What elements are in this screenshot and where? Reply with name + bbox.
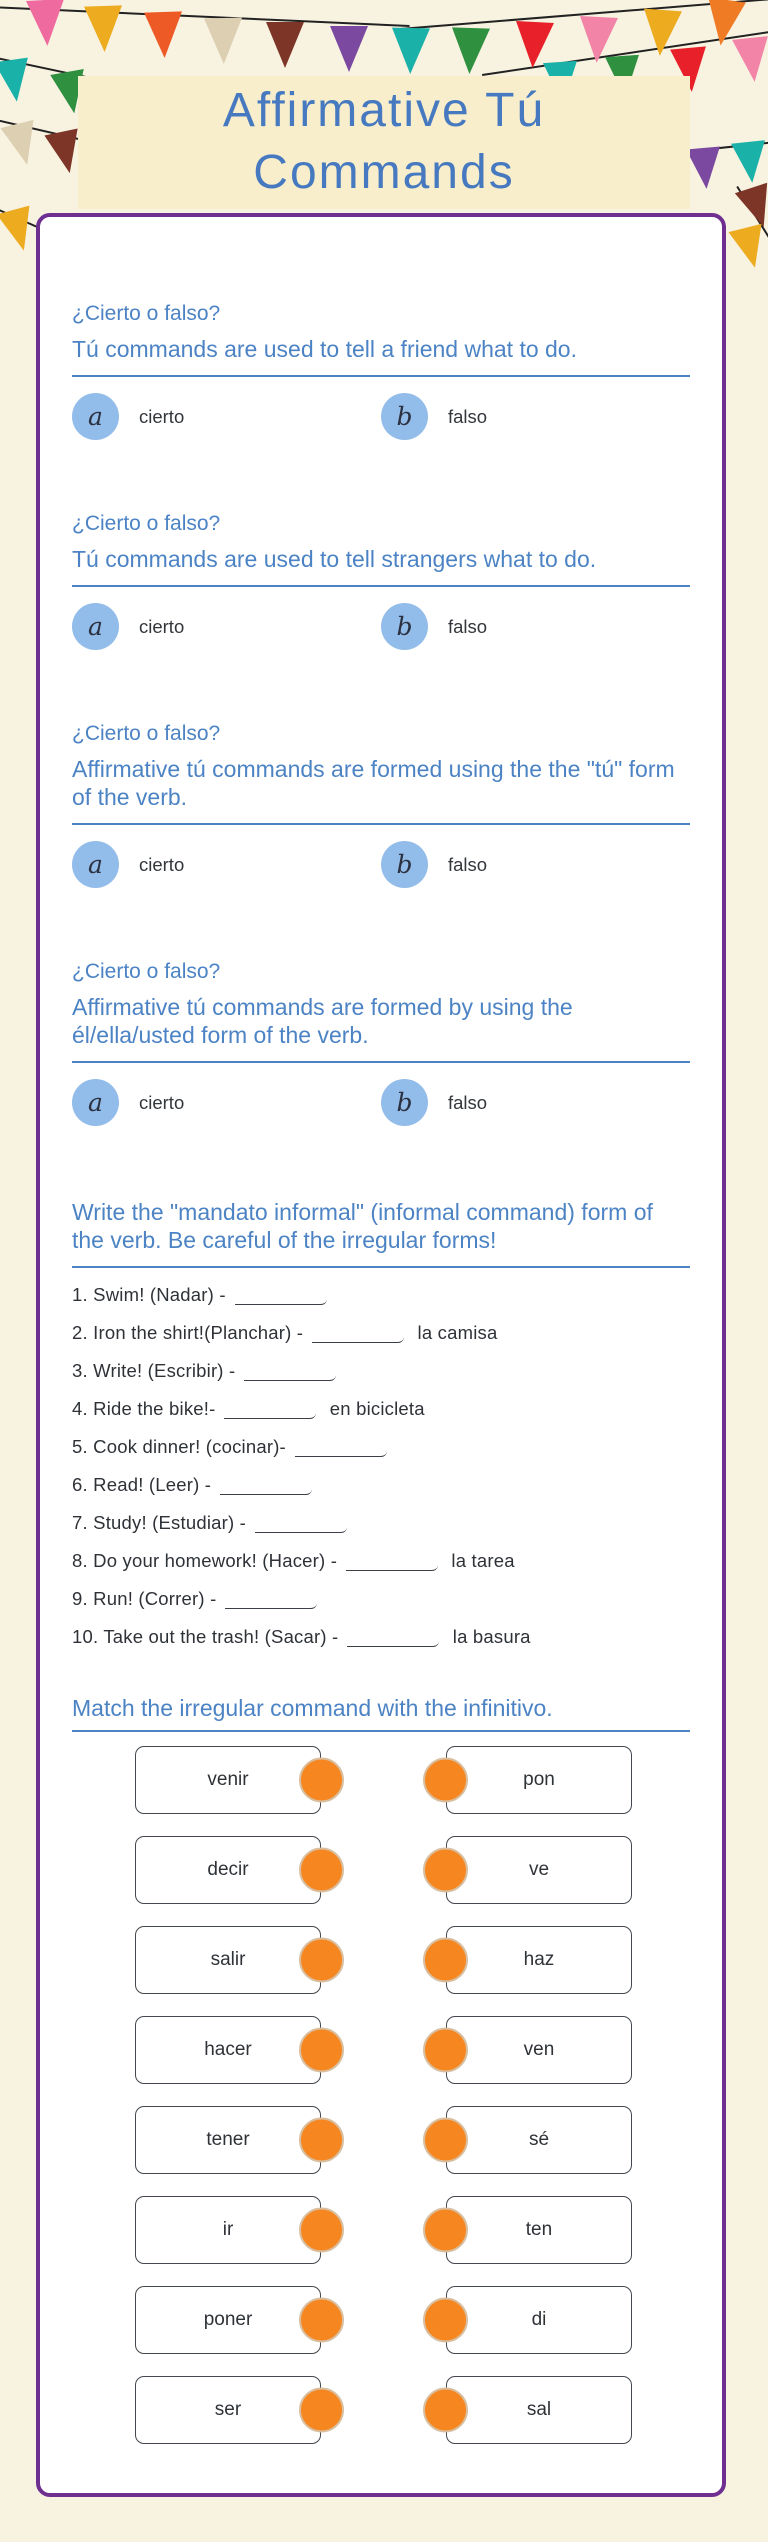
answer-option[interactable] (381, 1079, 690, 1126)
question-divider (72, 1061, 690, 1063)
match-connector-dot[interactable] (423, 2298, 468, 2343)
option-label: cierto (139, 853, 185, 875)
option-letter-badge[interactable] (381, 1079, 428, 1126)
match-connector-dot[interactable] (423, 1848, 468, 1893)
fill-in-suffix: la tarea (446, 1550, 515, 1571)
bunting-flag (204, 18, 243, 65)
match-command-box[interactable] (135, 2106, 321, 2174)
matching-section (72, 1696, 690, 2444)
question-text: Tú commands are used to tell strangers what to do. (72, 546, 597, 572)
bunting-flag (1, 120, 44, 169)
bunting-flag (686, 147, 723, 191)
match-connector-dot[interactable] (299, 2118, 344, 2163)
question-text: Affirmative tú commands are formed by using the él/ella/usted form of the verb. (72, 994, 573, 1048)
worksheet-card (36, 213, 726, 2497)
fill-in-prompt: 8. Do your homework! (Hacer) - (72, 1550, 338, 1571)
match-right-label: sé (528, 2129, 550, 2150)
match-command-box[interactable] (135, 1926, 321, 1994)
match-connector-dot[interactable] (423, 1758, 468, 1803)
match-connector-dot[interactable] (423, 2028, 468, 2073)
question-divider (72, 823, 690, 825)
match-command-box[interactable] (135, 2016, 321, 2084)
bunting-flag (26, 0, 66, 47)
fill-in-item (72, 1360, 690, 1382)
answer-option[interactable] (72, 393, 381, 440)
match-left-label: salir (210, 1949, 246, 1970)
fill-in-prompt: 6. Read! (Leer) - (72, 1474, 212, 1495)
answer-blank[interactable] (312, 1328, 404, 1343)
option-letter: a (88, 402, 103, 431)
question-divider (72, 585, 690, 587)
option-letter: b (396, 612, 413, 641)
match-left-label: ir (222, 2219, 234, 2240)
answer-option[interactable] (72, 1079, 381, 1126)
answer-blank[interactable] (346, 1556, 438, 1571)
match-row (72, 2196, 690, 2264)
option-letter: a (88, 1088, 103, 1117)
option-label: cierto (139, 615, 185, 637)
match-right-label: ten (525, 2219, 553, 2240)
bunting-flag (732, 36, 768, 84)
multiple-choice-section (72, 302, 690, 1126)
match-answer-box[interactable] (446, 1926, 632, 1994)
fill-in-items (72, 1284, 690, 1648)
match-connector-dot[interactable] (299, 1848, 344, 1893)
title-panel (78, 76, 690, 209)
match-left-label: tener (206, 2129, 250, 2150)
option-letter-badge[interactable] (72, 603, 119, 650)
option-label: falso (448, 615, 488, 637)
match-right-label: pon (523, 1769, 555, 1790)
multiple-choice-question (72, 722, 690, 888)
fill-in-section (72, 1198, 690, 1648)
match-row (72, 1746, 690, 1814)
match-left-label: venir (207, 1769, 249, 1790)
fill-in-prompt: 7. Study! (Estudiar) - (72, 1512, 247, 1533)
answer-blank[interactable] (295, 1442, 387, 1457)
match-answer-box[interactable] (446, 2106, 632, 2174)
section-divider (72, 1730, 690, 1732)
fill-in-prompt: 1. Swim! (Nadar) - (72, 1284, 226, 1305)
answer-blank[interactable] (347, 1632, 439, 1647)
match-answer-box[interactable] (446, 1746, 632, 1814)
option-letter-badge[interactable] (381, 603, 428, 650)
bunting-flag (266, 22, 304, 68)
answer-blank[interactable] (225, 1594, 317, 1609)
worksheet-title-line-1: Affirmative Tú (222, 84, 546, 137)
match-connector-dot[interactable] (423, 2208, 468, 2253)
answer-blank[interactable] (235, 1290, 327, 1305)
match-connector-dot[interactable] (299, 1938, 344, 1983)
option-label: falso (448, 405, 488, 427)
option-letter: b (396, 1088, 413, 1117)
answer-option[interactable] (381, 393, 690, 440)
option-label: falso (448, 1091, 488, 1113)
option-letter-badge[interactable] (72, 841, 119, 888)
option-letter-badge[interactable] (72, 393, 119, 440)
fill-in-prompt: 10. Take out the trash! (Sacar) - (72, 1626, 339, 1647)
match-connector-dot[interactable] (299, 2208, 344, 2253)
bunting-flag (330, 26, 368, 72)
worksheet-title-line-2: Commands (253, 146, 515, 199)
answer-option[interactable] (381, 603, 690, 650)
match-row (72, 2016, 690, 2084)
fill-in-item (72, 1474, 690, 1496)
match-connector-dot[interactable] (299, 1758, 344, 1803)
matching-rows (72, 1746, 690, 2444)
fill-in-item (72, 1322, 690, 1344)
bunting-flag (0, 58, 34, 104)
answer-options (72, 1079, 690, 1126)
answer-blank[interactable] (255, 1518, 347, 1533)
match-row (72, 1836, 690, 1904)
fill-in-item (72, 1550, 690, 1572)
option-label: cierto (139, 405, 185, 427)
bunting-flag (144, 11, 184, 58)
match-answer-box[interactable] (446, 2016, 632, 2084)
question-prompt: ¿Cierto o falso? (72, 960, 221, 983)
match-row (72, 1926, 690, 1994)
answer-options (72, 393, 690, 440)
matching-heading: Match the irregular command with the infinitivo. (72, 1695, 553, 1721)
fill-in-suffix: la basura (447, 1626, 531, 1647)
match-right-label: ven (523, 2039, 555, 2060)
question-prompt: ¿Cierto o falso? (72, 512, 221, 535)
match-connector-dot[interactable] (423, 2388, 468, 2433)
answer-blank[interactable] (224, 1404, 316, 1419)
match-connector-dot[interactable] (299, 2028, 344, 2073)
bunting-flag (0, 206, 40, 255)
question-divider (72, 375, 690, 377)
answer-options (72, 841, 690, 888)
fill-in-prompt: 4. Ride the bike!- (72, 1398, 216, 1419)
fill-in-item (72, 1284, 690, 1306)
match-right-label: haz (523, 1949, 555, 1970)
fill-in-item (72, 1436, 690, 1458)
match-command-box[interactable] (135, 1746, 321, 1814)
match-command-box[interactable] (135, 1836, 321, 1904)
question-prompt: ¿Cierto o falso? (72, 722, 221, 745)
match-row (72, 2286, 690, 2354)
bunting-flag (514, 21, 554, 69)
match-connector-dot[interactable] (423, 1938, 468, 1983)
answer-option[interactable] (72, 603, 381, 650)
question-text: Affirmative tú commands are formed using the the "tú" form of the verb. (72, 756, 675, 810)
question-text: Tú commands are used to tell a friend what to do. (72, 336, 577, 362)
multiple-choice-question (72, 512, 690, 650)
multiple-choice-question (72, 302, 690, 440)
match-command-box[interactable] (135, 2286, 321, 2354)
match-connector-dot[interactable] (423, 2118, 468, 2163)
match-right-label: ve (528, 1859, 550, 1880)
match-answer-box[interactable] (446, 1836, 632, 1904)
section-divider (72, 1266, 690, 1268)
answer-blank[interactable] (220, 1480, 312, 1495)
fill-in-suffix: la camisa (412, 1322, 498, 1343)
match-left-label: hacer (204, 2039, 252, 2060)
match-command-box[interactable] (135, 2196, 321, 2264)
match-left-label: ser (214, 2399, 242, 2420)
bunting-flag (731, 140, 768, 184)
answer-options (72, 603, 690, 650)
option-letter: a (88, 850, 103, 879)
answer-option[interactable] (72, 841, 381, 888)
match-answer-box[interactable] (446, 2196, 632, 2264)
match-left-label: poner (203, 2309, 253, 2330)
answer-blank[interactable] (244, 1366, 336, 1381)
fill-in-prompt: 5. Cook dinner! (cocinar)- (72, 1436, 286, 1457)
bunting-flag (391, 28, 430, 75)
match-answer-box[interactable] (446, 2286, 632, 2354)
option-letter-badge[interactable] (72, 1079, 119, 1126)
fill-in-item (72, 1512, 690, 1534)
option-label: falso (448, 853, 488, 875)
option-letter: b (396, 402, 413, 431)
match-answer-box[interactable] (446, 2376, 632, 2444)
match-connector-dot[interactable] (299, 2388, 344, 2433)
fill-in-item (72, 1398, 690, 1420)
multiple-choice-question (72, 960, 690, 1126)
fill-in-prompt: 2. Iron the shirt!(Planchar) - (72, 1322, 304, 1343)
match-command-box[interactable] (135, 2376, 321, 2444)
option-label: cierto (139, 1091, 185, 1113)
fill-in-heading: Write the "mandato informal" (informal command) form of the verb. Be careful of the irregular forms! (72, 1199, 653, 1253)
match-row (72, 2106, 690, 2174)
fill-in-item (72, 1588, 690, 1610)
match-left-label: decir (207, 1859, 249, 1880)
match-right-label: sal (526, 2399, 552, 2420)
bunting-flag (84, 5, 124, 52)
option-letter: b (396, 850, 413, 879)
fill-in-prompt: 3. Write! (Escribir) - (72, 1360, 236, 1381)
fill-in-prompt: 9. Run! (Correr) - (72, 1588, 217, 1609)
fill-in-suffix: en bicicleta (324, 1398, 425, 1419)
option-letter-badge[interactable] (381, 393, 428, 440)
question-prompt: ¿Cierto o falso? (72, 302, 221, 325)
match-connector-dot[interactable] (299, 2298, 344, 2343)
option-letter-badge[interactable] (381, 841, 428, 888)
bunting-flag (729, 224, 768, 272)
option-letter: a (88, 612, 103, 641)
fill-in-item (72, 1626, 690, 1648)
match-right-label: di (531, 2309, 547, 2330)
answer-option[interactable] (381, 841, 690, 888)
match-row (72, 2376, 690, 2444)
bunting-flag (450, 27, 490, 74)
